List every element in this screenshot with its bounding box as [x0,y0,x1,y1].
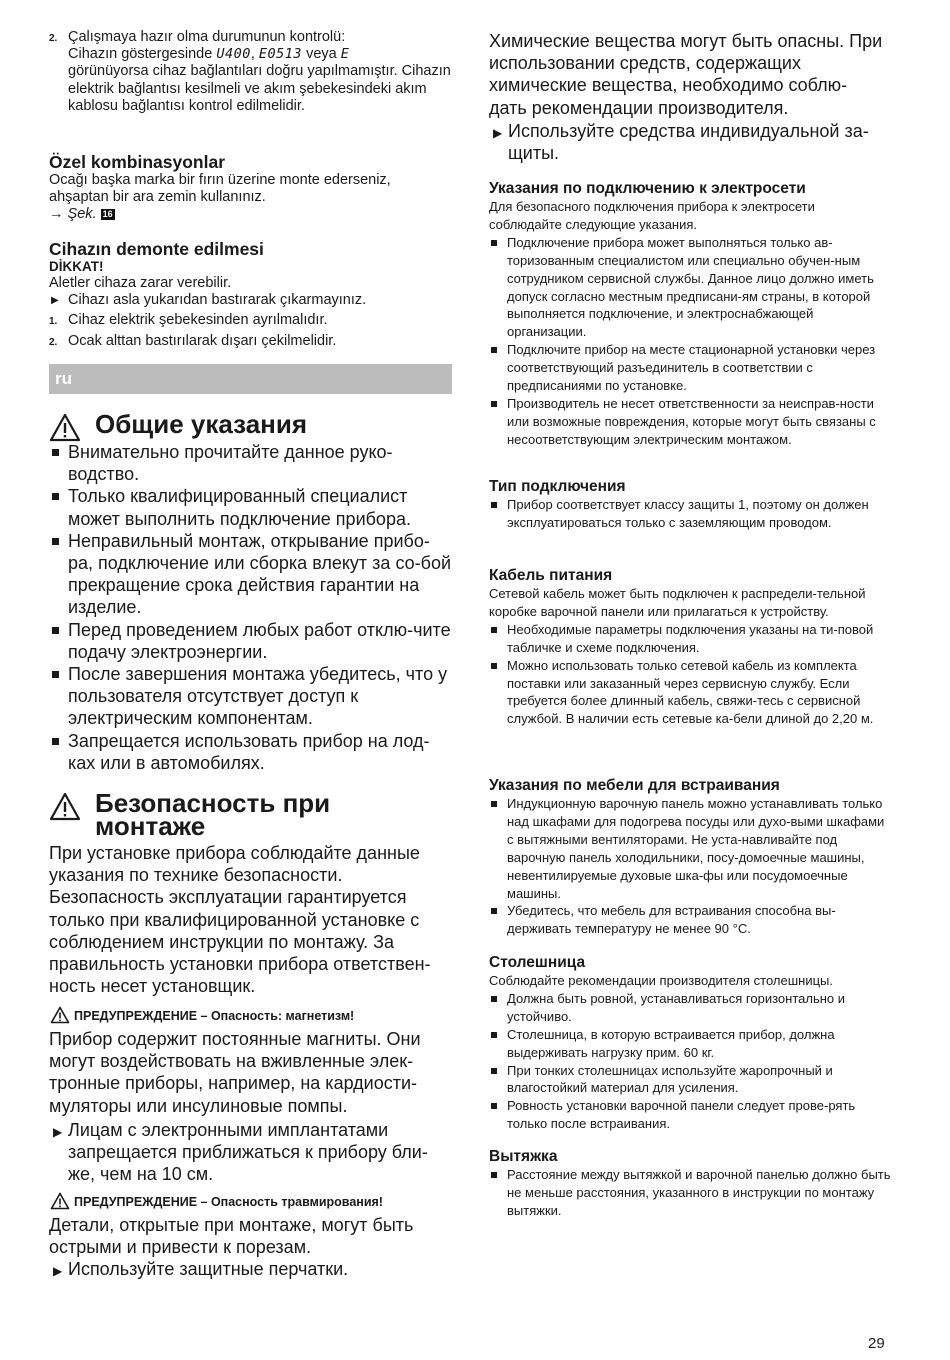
section-text: Ocağı başka marka bir fırın üzerine monte ederseniz, ahşaptan bir ara zemin kullanınız. [49,172,391,206]
step-text: Cihaz elektrik şebekesinden ayrılmalıdır. [68,312,328,329]
section-power [489,180,891,449]
language-bar [49,364,452,394]
arrow-right-icon: ▶ [53,1264,63,1279]
action-text: Используйте защитные перчатки. [68,1259,349,1280]
warning-triangle-icon [49,413,81,442]
tr-step-2 [49,29,471,115]
warning-title-text: ПРЕДУПРЕЖДЕНИЕ – Опасность травмирования! [74,1195,383,1209]
section-title: Указания по мебели для встраивания [489,777,780,794]
section-connection-type [489,478,891,532]
list-item: Столешница, в которую встраивается прибор, должна выдерживать нагрузку прим. 60 кг. [489,1026,891,1062]
list-item: При тонких столешницах используйте жаропрочный и влагостойкий материал для усиления. [489,1062,891,1098]
section-title: Кабель питания [489,567,613,584]
warning-title-text: ПРЕДУПРЕЖДЕНИЕ – Опасность: магнетизм! [74,1009,355,1023]
warning-text: Прибор содержит постоянные магниты. Они могут воздействовать на вживленные элек-тронные приборы, например, на кардиости-муляторы или инсулиновые помпы. [49,1029,421,1116]
general-list [49,441,452,774]
warning-triangle-icon [50,1192,70,1210]
step-line-2-text: Cihazın göstergesinde [68,46,217,63]
list-item: Подключение прибора может выполняться только ав-торизованным специалистом или специально обучен-ным сотрудником сервисной службы. Данное лицо должно иметь допуск согласно местным предписани-ям страны, в которой выполняется подключение, и электроснабжающей организации. [489,234,891,341]
chemicals-action [489,120,910,164]
step-1 [49,312,452,329]
list-item: Производитель не несет ответственности за неисправ-ности или возможные повреждения, которые могут быть связаны с несоответствующим электрическим монтажом. [489,395,891,449]
section-intro: Соблюдайте рекомендации производителя столешницы. [489,973,833,988]
step-2 [49,333,452,350]
list-item: Расстояние между вытяжкой и варочной панелью должно быть не меньше расстояния, указанного в инструкции по монтажу вытяжки. [489,1166,891,1220]
step-line-2 [68,46,471,63]
section-title: Вытяжка [489,1148,558,1165]
warning-triangle-icon [49,792,81,821]
section-hood [489,1148,891,1220]
section-title: Столешница [489,954,586,971]
chemicals-text: Химические вещества могут быть опасны. При использовании средств, содержащих химические вещества, необходимо соблю-дать рекомендации производителя. [489,31,883,118]
heading-safety [49,788,498,841]
arrow-right-icon: ▶ [51,295,59,307]
list-item: Убедитесь, что мебель для встраивания способна вы-держивать температуру не менее 90 °C. [489,902,891,938]
caution-text: Aletler cihaza zarar verebilir. [49,275,232,291]
list-item: Внимательно прочитайте данное руко-водство. [49,441,452,485]
warning-action [49,1119,452,1186]
display-code-e0513: E0513 [258,46,303,63]
figure-number-badge: 16 [102,209,113,220]
action-text: Cihazı asla yukarıdan bastırarak çıkarmayınız. [68,292,367,309]
separator: , [250,46,259,63]
warning-action [49,1258,452,1280]
step-line-1: Çalışmaya hazır olma durumunun kontrolü: [68,29,346,45]
list-item: Неправильный монтаж, открывание прибо-ра, подключение или сборка влекут за со-бой прекращение срока действия гарантии на изделие. [49,530,452,619]
page-number: 29 [868,1335,885,1352]
figure-reference [49,206,452,223]
section-title: Указания по подключению к электросети [489,180,806,197]
action-text: Лицам с электронными имплантатами запрещается приближаться к прибору бли-же, чем на 10 см. [68,1119,428,1185]
section-demonte [49,239,452,350]
language-label: ru [55,369,72,388]
list-item: Перед проведением любых работ отклю-чите подачу электроэнергии. [49,619,452,663]
list-item: Необходимые параметры подключения указаны на ти-повой табличке и схеме подключения. [489,621,891,657]
list-item: Только квалифицированный специалист может выполнить подключение прибора. [49,485,452,529]
section-title: Özel kombinasyonlar [49,152,226,172]
section-cable [489,567,891,728]
heading-general [49,409,498,439]
section-title: Cihazın demonte edilmesi [49,239,264,259]
caution-action [49,292,452,309]
section-worktop [489,954,891,1133]
section-intro: Сетевой кабель может быть подключен к распредели-тельной коробке варочной панели или прилагаться к устройству. [489,586,866,619]
heading-line-2: монтаже [95,811,206,841]
warning-title [49,1194,452,1210]
arrow-right-icon: ▶ [493,126,503,140]
list-item: Запрещается использовать прибор на лод-ках или в автомобилях. [49,730,452,774]
step-rest: görünüyorsa cihaz bağlantıları doğru yapılmamıştır. Cihazın elektrik bağlantısı kesilmeli ve akım şebekesindeki akım kablosu bağlantısı kontrol edilmelidir. [68,63,451,114]
step-number: 1. [49,316,58,328]
section-furniture [489,777,891,938]
list-item: После завершения монтажа убедитесь, что у пользователя отсутствует доступ к электрическим компонентам. [49,663,452,730]
arrow-right-icon: ▶ [53,1124,63,1139]
list-item: Можно использовать только сетевой кабель из комплекта поставки или заказанный через сервисную службу. Если требуется более длинный кабель, свяжи-тесь с сервисной службой. В наличии есть сетевые ка-бели длиной до 2,20 м. [489,657,891,729]
figure-ref-text: Şek. [67,206,97,223]
list-item: Должна быть ровной, устанавливаться горизонтально и устойчиво. [489,990,891,1026]
step-text: Ocak alttan bastırılarak dışarı çekilmelidir. [68,332,337,349]
safety-intro: При установке прибора соблюдайте данные указания по технике безопасности. Безопасность эксплуатации гарантируется только при квалифицированной установке с соблюдением инструкции по монтажу. За правильность установки прибора ответствен-ность несет установщик. [49,843,431,997]
step-number: 2. [49,33,58,44]
display-code-e: E [340,46,350,63]
list-item: Индукционную варочную панель можно устанавливать только над шкафами для подогрева посуды или духо-выми шкафами с вытяжными вентиляторами. Не уста-навливайте под варочную панель холодильники, посу-домоечные машины, невентилируемые духовые шка-фы или посудомоечные машины. [489,795,891,902]
warning-title [49,1008,452,1024]
section-title: Тип подключения [489,478,626,495]
warning-injury [49,1194,452,1281]
list-item: Прибор соответствует классу защиты 1, поэтому он должен эксплуатироваться только с заземляющим проводом. [489,496,891,532]
section-intro: Для безопасного подключения прибора к электросети соблюдайте следующие указания. [489,199,815,232]
list-item: Ровность установки варочной панели следует прове-рять только после встраивания. [489,1097,891,1133]
arrow-icon: → [49,206,64,223]
heading-line-1: Безопасность при [95,788,331,818]
warning-text: Детали, открытые при монтаже, могут быть острыми и привести к порезам. [49,1215,414,1258]
heading-text: Общие указания [95,409,308,439]
section-ozel [49,152,452,224]
action-text: Используйте средства индивидуальной за-щиты. [508,121,869,164]
step-number: 2. [49,336,58,348]
display-code-u400: U400 [216,46,251,63]
step-line-2-or: veya [302,46,341,63]
warning-triangle-icon [50,1006,70,1024]
caution-label: DİKKAT! [49,259,104,274]
list-item: Подключите прибор на месте стационарной установки через соответствующий разъединитель в соответствии с предписаниями по установке. [489,341,891,395]
warning-magnetism [49,1008,452,1185]
